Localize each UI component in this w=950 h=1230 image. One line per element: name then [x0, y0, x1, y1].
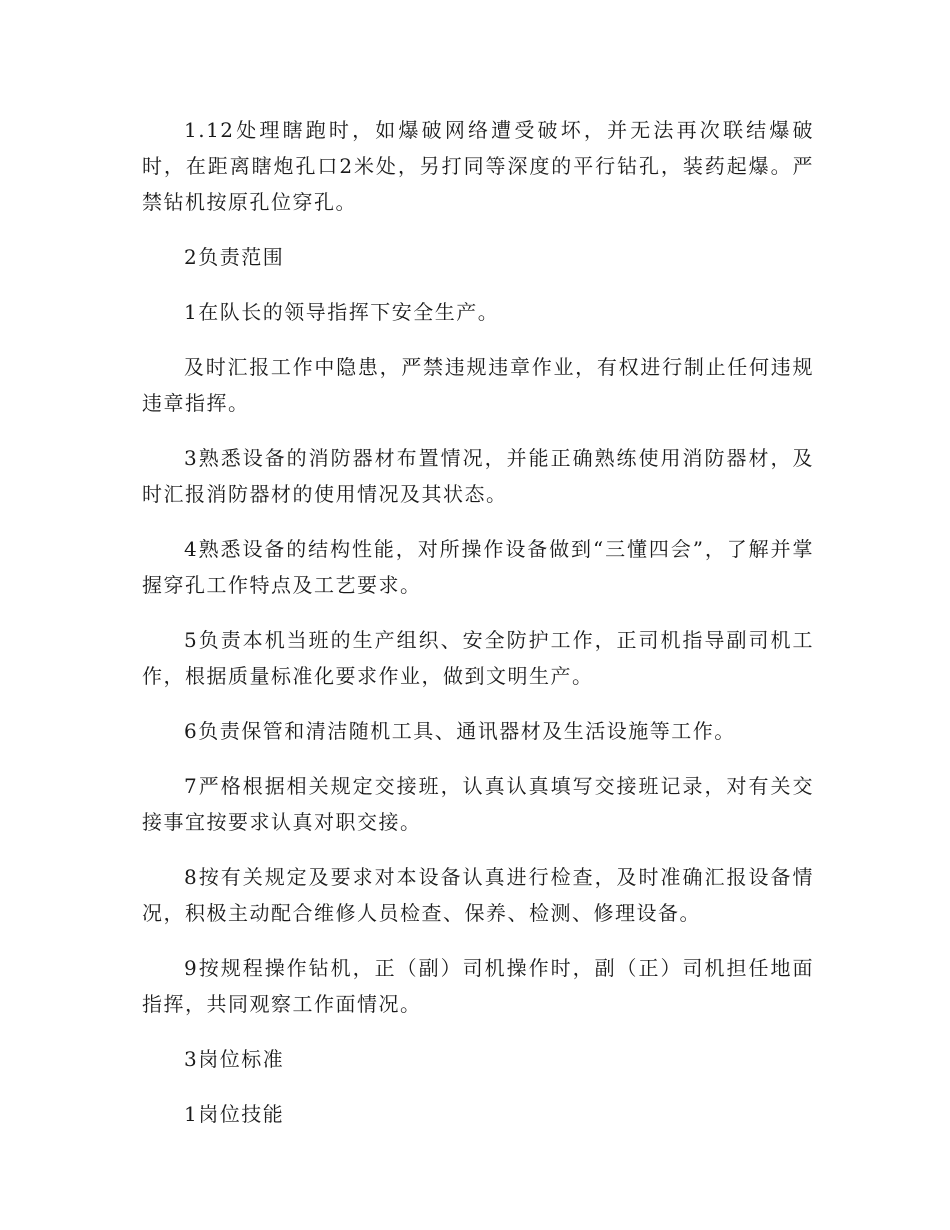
document-body: [142, 112, 814, 1151]
section-heading-responsibilities: 2负责范围: [184, 245, 285, 269]
section-heading-post-standards: 3岗位标准: [184, 1047, 285, 1071]
paragraph-item-9: 9按规程操作钻机，正（副）司机操作时，副（正）司机担任地面指挥，共同观察工作面情况。: [142, 956, 814, 1016]
paragraph-item-8: 8按有关规定及要求对本设备认真进行检查，及时准确汇报设备情况，积极主动配合维修人员检查、保养、检测、修理设备。: [142, 865, 814, 925]
subsection-heading-post-skills: 1岗位技能: [184, 1102, 285, 1126]
paragraph-item-5: 5负责本机当班的生产组织、安全防护工作，正司机指导副司机工作，根据质量标准化要求作业，做到文明生产。: [142, 628, 814, 688]
paragraph-item-6: 6负责保管和清洁随机工具、通讯器材及生活设施等工作。: [184, 719, 736, 743]
paragraph-misfire-handling: 1.12处理瞎跑时，如爆破网络遭受破坏，并无法再次联结爆破时，在距离瞎炮孔口2米处，另打同等深度的平行钻孔，装药起爆。严禁钻机按原孔位穿孔。: [142, 118, 814, 214]
paragraph-item-4: 4熟悉设备的结构性能，对所操作设备做到“三懂四会”，了解并掌握穿孔工作特点及工艺要求。: [142, 537, 814, 597]
paragraph-item-3: 3熟悉设备的消防器材布置情况，并能正确熟练使用消防器材，及时汇报消防器材的使用情况及其状态。: [142, 446, 814, 506]
paragraph-report-hazards: 及时汇报工作中隐患，严禁违规违章作业，有权进行制止任何违规违章指挥。: [142, 355, 814, 415]
paragraph-item-1: 1在队长的领导指挥下安全生产。: [184, 300, 500, 324]
paragraph-item-7: 7严格根据相关规定交接班，认真认真填写交接班记录，对有关交接事宜按要求认真对职交接。: [142, 774, 814, 834]
